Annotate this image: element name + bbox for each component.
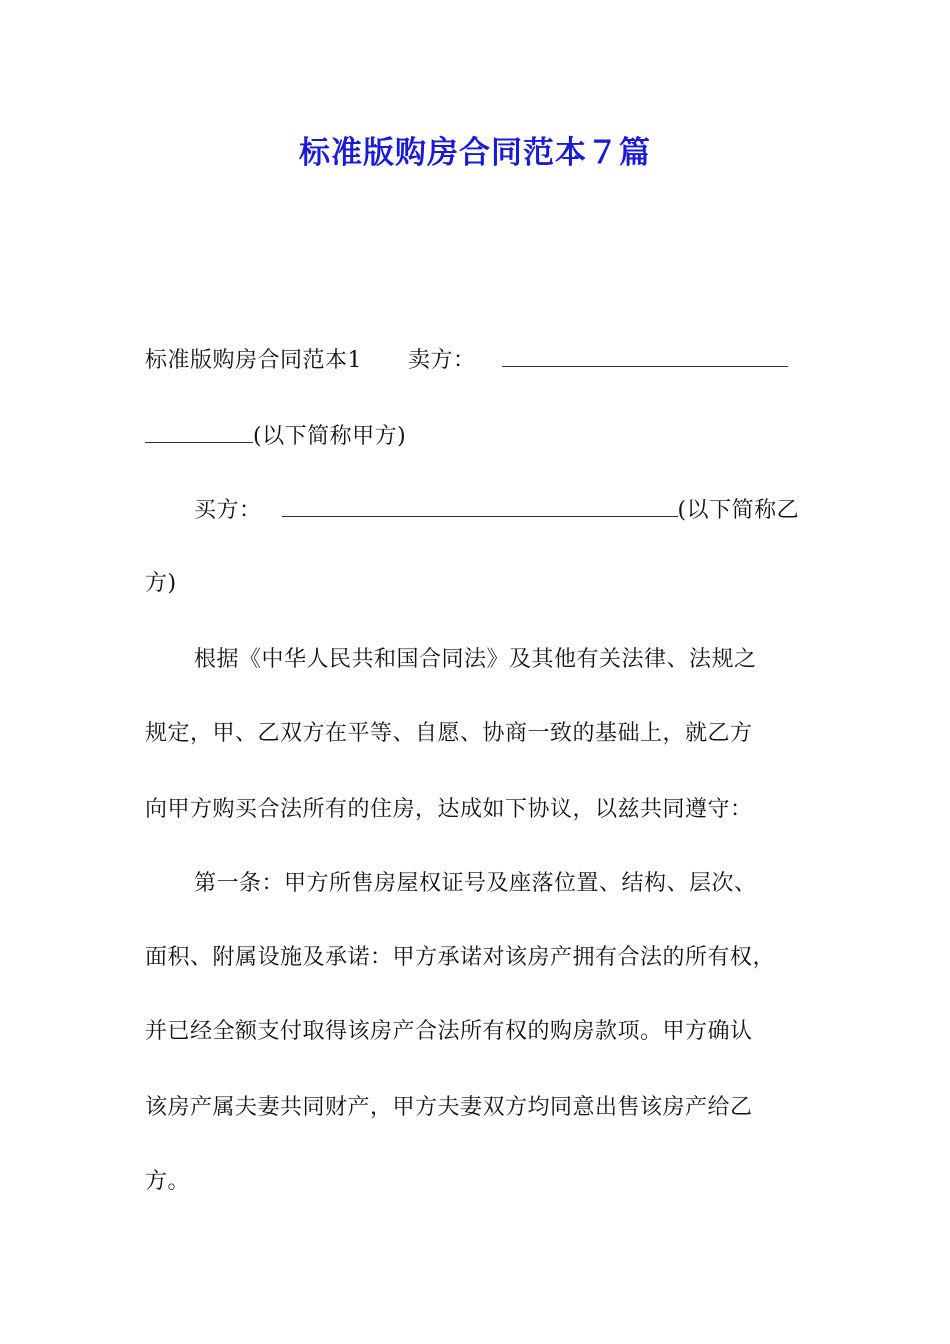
- seller-blank: [502, 342, 788, 367]
- para2-line-4: 该房产属夫妻共同财产，甲方夫妻双方均同意出售该房产给乙: [145, 1095, 753, 1120]
- para2-line-2: 面积、附属设施及承诺：甲方承诺对该房产拥有合法的所有权，: [145, 945, 776, 970]
- buyer-alias: (以下简称乙: [677, 498, 800, 523]
- seller-label: 卖方：: [408, 348, 476, 373]
- para2-line-3: 并已经全额支付取得该房产合法所有权的购房款项。甲方确认: [145, 1019, 753, 1044]
- para1-line-2: 规定，甲、乙双方在平等、自愿、协商一致的基础上，就乙方: [145, 721, 753, 746]
- buyer-line: [194, 492, 799, 529]
- buyer-blank: [282, 492, 678, 517]
- heading-line: [145, 342, 788, 379]
- seller-continuation-line: [145, 418, 406, 455]
- seller-alias: (以下简称甲方): [253, 424, 407, 449]
- buyer-label: 买方：: [194, 498, 262, 523]
- para1-line-1: 根据《中华人民共和国合同法》及其他有关法律、法规之: [194, 647, 757, 672]
- seller-blank-continued: [145, 418, 253, 443]
- para2-line-1: 第一条：甲方所售房屋权证号及座落位置、结构、层次、: [194, 871, 757, 896]
- buyer-alias-continued: 方): [145, 571, 177, 596]
- para1-line-3: 向甲方购买合法所有的住房，达成如下协议，以兹共同遵守：: [145, 797, 753, 822]
- document-title: 标准版购房合同范本７篇: [299, 135, 651, 171]
- para2-line-5: 方。: [145, 1169, 191, 1194]
- contract-heading: 标准版购房合同范本1: [145, 348, 362, 373]
